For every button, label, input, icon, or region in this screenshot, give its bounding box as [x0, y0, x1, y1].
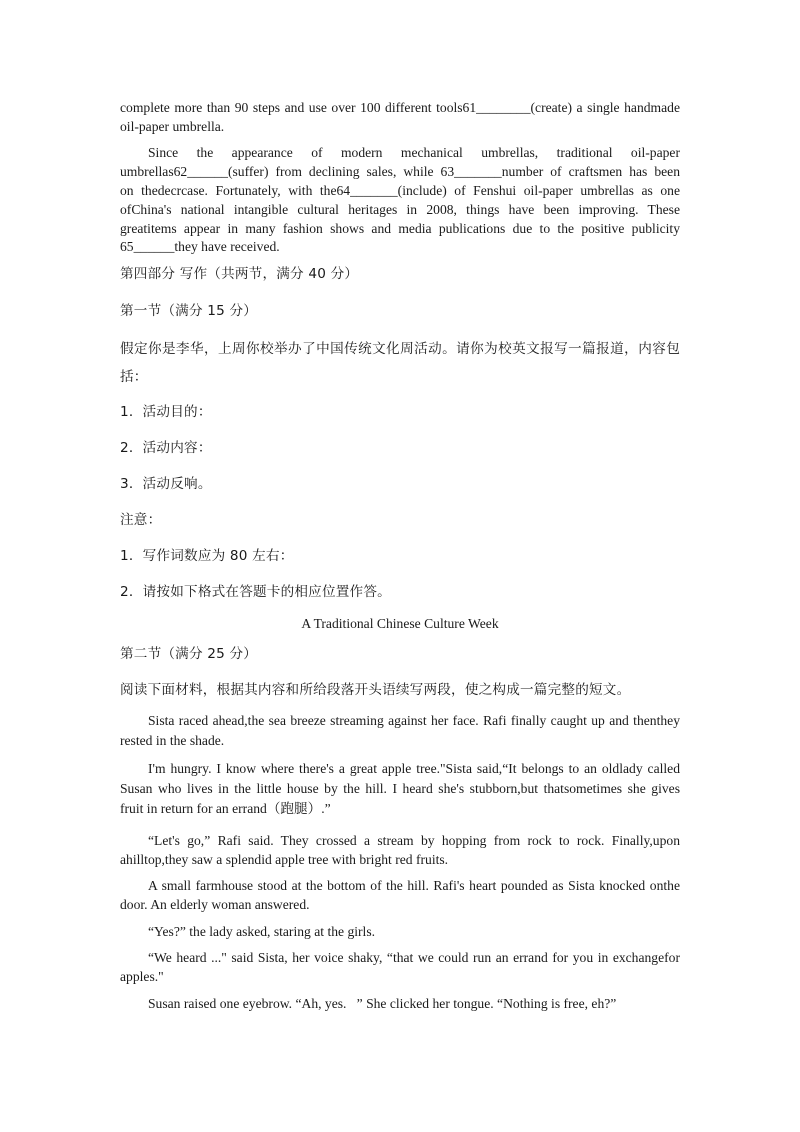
story-line: I'm hungry. I know where there's a great apple tree."Sista said,“It belongs to an oldlady called — [148, 761, 680, 776]
continuation-prompt: 阅读下面材料，根据其内容和所给段落开头语续写两段，使之构成一篇完整的短文。 — [120, 682, 631, 698]
passage-line: on thedecrcase. Fortunately, with the64_______(include) of Fenshui oil-paper umbrellas as one — [120, 183, 680, 198]
passage-line: Since the appearance of modern mechanical umbrellas, traditional oil-paper — [148, 145, 680, 160]
story-line: Susan raised one eyebrow. “Ah, yes. ” She clicked her tongue. “Nothing is free, eh?” — [148, 996, 617, 1011]
story-line: rested in the shade. — [120, 733, 225, 748]
passage-line: 65______they have received. — [120, 239, 280, 254]
writing-prompt: 括： — [120, 369, 148, 385]
passage-line: umbrellas62______(suffer) from declining sales, while 63_______number of craftsmen has been — [120, 164, 680, 179]
note-item: 2．请按如下格式在答题卡的相应位置作答。 — [120, 584, 391, 600]
story-line: “We heard ..." said Sista, her voice shaky, “that we could run an errand for you in exchangefor — [148, 950, 680, 965]
story-line: Sista raced ahead,the sea breeze streaming against her face. Rafi finally caught up and thenthey — [148, 713, 680, 728]
section1-title: 第一节（满分 15 分） — [120, 303, 258, 319]
passage-line: complete more than 90 steps and use over 100 different tools61________(create) a single handmade — [120, 100, 680, 115]
story-line: door. An elderly woman answered. — [120, 897, 310, 912]
section2-title: 第二节（满分 25 分） — [120, 646, 258, 662]
passage-line: greatitems appear in many fashion shows and media publications due to the positive publicity — [120, 221, 680, 236]
note-item: 1．写作词数应为 80 左右： — [120, 548, 294, 564]
story-line: fruit in return for an errand（跑腿）.” — [120, 801, 331, 816]
story-line: “Yes?” the lady asked, staring at the girls. — [148, 924, 376, 939]
story-line: Susan who lives in the little house by the hill. I heard she's stubborn,but thatsometimes she gives — [120, 781, 680, 796]
story-line: apples." — [120, 969, 164, 984]
story-line: A small farmhouse stood at the bottom of the hill. Rafi's heart pounded as Sista knocked onthe — [148, 878, 680, 893]
requirement-item: 2．活动内容： — [120, 440, 212, 456]
passage-line: ofChina's national intangible cultural heritages in 2008, things have been improving. These — [120, 202, 680, 217]
story-line: ahilltop,they saw a splendid apple tree with bright red fruits. — [120, 852, 449, 867]
passage-line: oil-paper umbrella. — [120, 119, 225, 134]
notes-label: 注意： — [120, 512, 162, 528]
requirement-item: 3．活动反响。 — [120, 476, 212, 492]
requirement-item: 1．活动目的： — [120, 404, 212, 420]
story-line: “Let's go,” Rafi said. They crossed a stream by hopping from rock to rock. Finally,upon — [148, 833, 680, 848]
part4-title: 第四部分 写作（共两节，满分 40 分） — [120, 266, 359, 282]
essay-title: A Traditional Chinese Culture Week — [301, 616, 499, 631]
writing-prompt: 假定你是李华，上周你校举办了中国传统文化周活动。请你为校英文报写一篇报道，内容包 — [120, 341, 680, 357]
